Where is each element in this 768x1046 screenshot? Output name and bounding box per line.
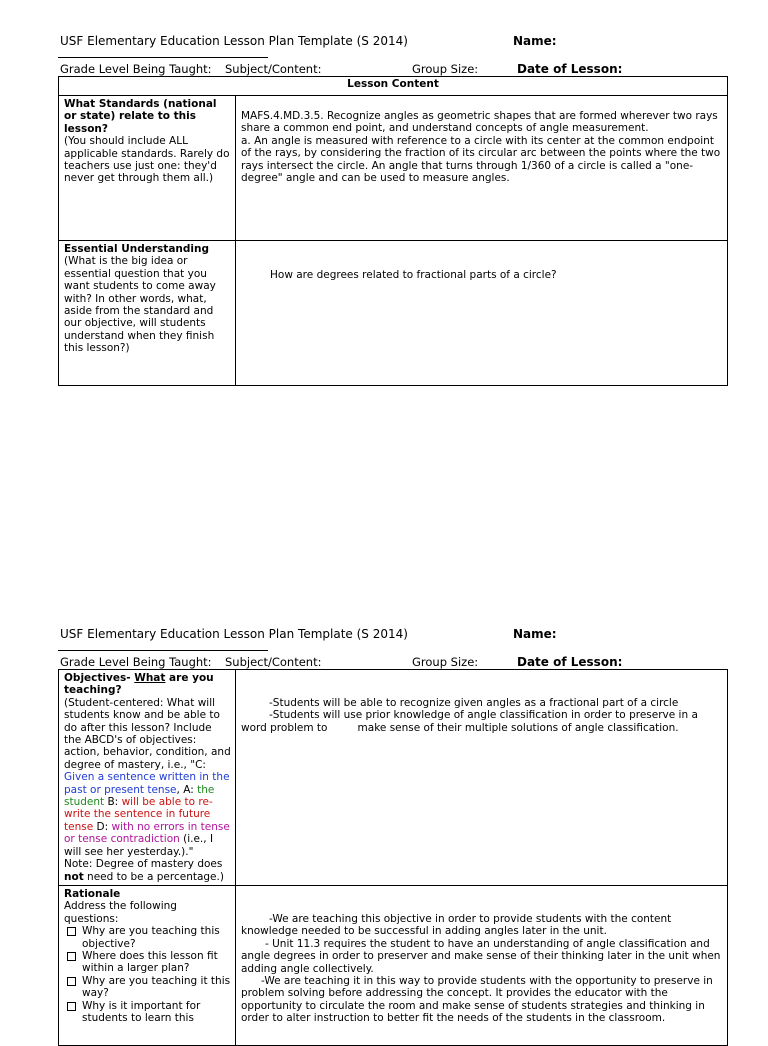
lesson-content-heading: Lesson Content (59, 77, 728, 96)
standards-answer-line1: MAFS.4.MD.3.5. Recognize angles as geometric shapes that are formed wherever two rays share a common end point, and understand concepts of angle measurement. (241, 110, 718, 135)
rationale-intro: Address the following questions: (64, 900, 177, 925)
name-label: Name: (513, 34, 557, 48)
objectives-row (59, 670, 728, 886)
rationale-question: Why are you teaching it this way? (64, 975, 231, 1000)
subject-label: Subject/Content: (225, 655, 322, 669)
standards-question: What Standards (national or state) relate to this lesson? (64, 98, 217, 135)
date-of-lesson-label: Date of Lesson: (517, 655, 623, 669)
objectives-title: Objectives- What are you teaching? (64, 672, 214, 697)
lesson-content-table (58, 76, 728, 386)
behavior-example: will be able to re-write the sentence in future tense (64, 796, 213, 833)
objectives-answer-cell (236, 670, 728, 886)
rationale-prompt-cell (59, 886, 236, 1046)
essential-understanding-row (59, 241, 728, 386)
group-size-label: Group Size: (412, 655, 479, 669)
grade-level-label: Grade Level Being Taught: (60, 655, 212, 669)
essential-answer-cell (236, 241, 728, 386)
condition-example: Given a sentence written in the past or present tense (64, 771, 230, 796)
rationale-answer-para2: - Unit 11.3 requires the student to have an understanding of angle classification and angle degrees in order to preserver and make sense of their thinking later in the unit when adding angle collectively. (241, 937, 721, 975)
objectives-prompt-cell (59, 670, 236, 886)
rationale-question-list (64, 925, 231, 1024)
subject-label: Subject/Content: (225, 62, 322, 76)
rationale-question: Why is it important for students to learn this (64, 1000, 231, 1025)
essential-question-title: Essential Understanding (64, 243, 209, 255)
audience-example: the student (64, 783, 215, 809)
template-title: USF Elementary Education Lesson Plan Template (S 2014) (60, 34, 408, 48)
rationale-row (59, 886, 728, 1046)
objectives-rationale-table (58, 669, 728, 1046)
name-label: Name: (513, 627, 557, 641)
degree-example: with no errors in tense or tense contradiction (64, 820, 230, 846)
grade-level-label: Grade Level Being Taught: (60, 62, 212, 76)
essential-answer: How are degrees related to fractional parts of a circle? (270, 269, 557, 281)
group-size-label: Group Size: (412, 62, 479, 76)
template-title: USF Elementary Education Lesson Plan Template (S 2014) (60, 627, 408, 641)
standards-row (59, 96, 728, 241)
objectives-note: Note: Degree of mastery does not need to be a percentage.) (64, 858, 224, 883)
objective-answer-line1: -Students will be able to recognize given angles as a fractional part of a circle (269, 697, 679, 709)
name-underline (58, 650, 268, 651)
rationale-question: Why are you teaching this objective? (64, 925, 231, 950)
rationale-title: Rationale (64, 888, 121, 900)
essential-guidance: (What is the big idea or essential question that you want students to come away with? In other words, what, aside from the standard and our objective, will students understand when they finish this lesson?) (64, 255, 216, 355)
rationale-answer-para3: -We are teaching it in this way to provide students with the opportunity to preserve in problem solving before addressing the concept. It provides the educator with the opportunity to circulate the room and make sense of students strategies and thinking in order to alter instruction to better fit the needs of the students in the classroom. (241, 975, 713, 1025)
standards-guidance: (You should include ALL applicable standards. Rarely do teachers use just one: they'd never get through them all.) (64, 135, 230, 185)
name-underline (58, 57, 268, 58)
standards-prompt-cell (59, 96, 236, 241)
standards-answer-cell (236, 96, 728, 241)
objective-answer-line2: -Students will use prior knowledge of angle classification in order to preserve in a word problem to make sense of their multiple solutions of angle classification. (241, 709, 698, 734)
date-of-lesson-label: Date of Lesson: (517, 62, 623, 76)
essential-prompt-cell (59, 241, 236, 386)
standards-answer-line2: a. An angle is measured with reference to a circle with its center at the common endpoint of the rays, by considering the fraction of its circular arc between the points where the two rays intersect the circle. An angle that turns through 1/360 of a circle is called a "one-degree" angle and can be used to measure angles. (241, 134, 721, 185)
rationale-answer-para1: -We are teaching this objective in order to provide students with the content knowledge needed to be successful in adding angles later in the unit. (241, 913, 672, 938)
rationale-question: Where does this lesson fit within a larger plan? (64, 950, 231, 975)
rationale-answer-cell (236, 886, 728, 1046)
objectives-guidance: (Student-centered: What will students know and be able to do after this lesson? Include the ABCD's of objectives: action, behavior, condition, and degree of mastery, i.e., "C: Given a sentence written in the past or present tense, A: the student B: will be able to re-write the sentence in future tense D: with no errors in tense or tense contradiction (i.e., I will see her yesterday.)." (64, 696, 231, 858)
